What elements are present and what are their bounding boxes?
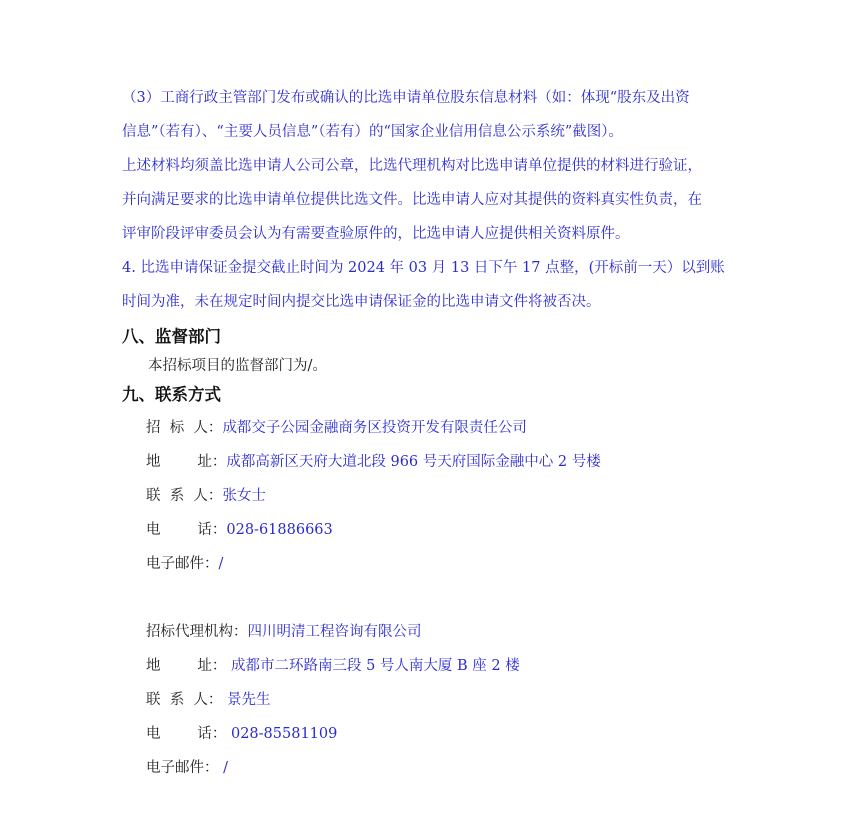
tenderer-phone-row — [146, 520, 333, 540]
tenderer-email: / — [218, 556, 224, 572]
paragraph-line: 信息”（若有）、“主要人员信息”（若有）的“国家企业信用信息公示系统”截图）。 — [122, 124, 624, 140]
field-label: 电子邮件： — [146, 556, 219, 572]
agency-contact: 景先生 — [222, 692, 271, 708]
agency-email: / — [218, 760, 228, 776]
field-label: 电 话： — [146, 726, 227, 742]
paragraph-line: 时间为准，未在规定时间内提交比选申请保证金的比选申请文件将被否决。 — [122, 294, 601, 310]
tenderer-contact-row — [146, 486, 266, 506]
agency-name: 四川明清工程咨询有限公司 — [247, 624, 422, 640]
field-label: 招 标 人： — [146, 420, 223, 436]
supervision-text: 本招标项目的监督部门为/。 — [148, 358, 327, 374]
field-label: 地 址： — [146, 658, 227, 674]
field-label: 招标代理机构： — [146, 624, 248, 640]
field-label: 联 系 人： — [146, 488, 223, 504]
tenderer-phone: 028-61886663 — [226, 522, 333, 538]
section-heading-supervision: 八、监督部门 — [122, 327, 221, 346]
agency-contact-row — [146, 690, 271, 710]
paragraph-line: 并向满足要求的比选申请单位提供比选文件。比选申请人应对其提供的资料真实性负责，在 — [122, 192, 702, 208]
agency-address: 成都市二环路南三段 5 号人南大厦 B 座 2 楼 — [226, 658, 520, 674]
paragraph-line: 4. 比选申请保证金提交截止时间为 2024 年 03 月 13 日下午 17 点整，(开标前一天）以到账 — [122, 260, 725, 276]
section-heading-contact: 九、联系方式 — [122, 385, 221, 404]
paragraph-line: 上述材料均须盖比选申请人公司公章，比选代理机构对比选申请单位提供的材料进行验证， — [122, 158, 702, 174]
agency-phone-row — [146, 724, 337, 744]
paragraph-line: （3）工商行政主管部门发布或确认的比选申请单位股东信息材料（如：体现“股东及出资 — [122, 90, 690, 106]
field-label: 电 话： — [146, 522, 227, 538]
agency-name-row — [146, 622, 422, 642]
field-label: 地 址： — [146, 454, 227, 470]
agency-phone: 028-85581109 — [226, 726, 338, 742]
field-label: 联 系 人： — [146, 692, 223, 708]
tenderer-name-row — [146, 418, 527, 438]
agency-address-row — [146, 656, 520, 676]
tenderer-email-row — [146, 554, 223, 574]
field-label: 电子邮件： — [146, 760, 219, 776]
tenderer-address-row — [146, 452, 601, 472]
tenderer-contact: 张女士 — [222, 488, 266, 504]
tenderer-name: 成都交子公园金融商务区投资开发有限责任公司 — [222, 420, 527, 436]
paragraph-line: 评审阶段评审委员会认为有需要查验原件的，比选申请人应提供相关资料原件。 — [122, 226, 630, 242]
agency-email-row — [146, 758, 228, 778]
tenderer-address: 成都高新区天府大道北段 966 号天府国际金融中心 2 号楼 — [226, 454, 601, 470]
